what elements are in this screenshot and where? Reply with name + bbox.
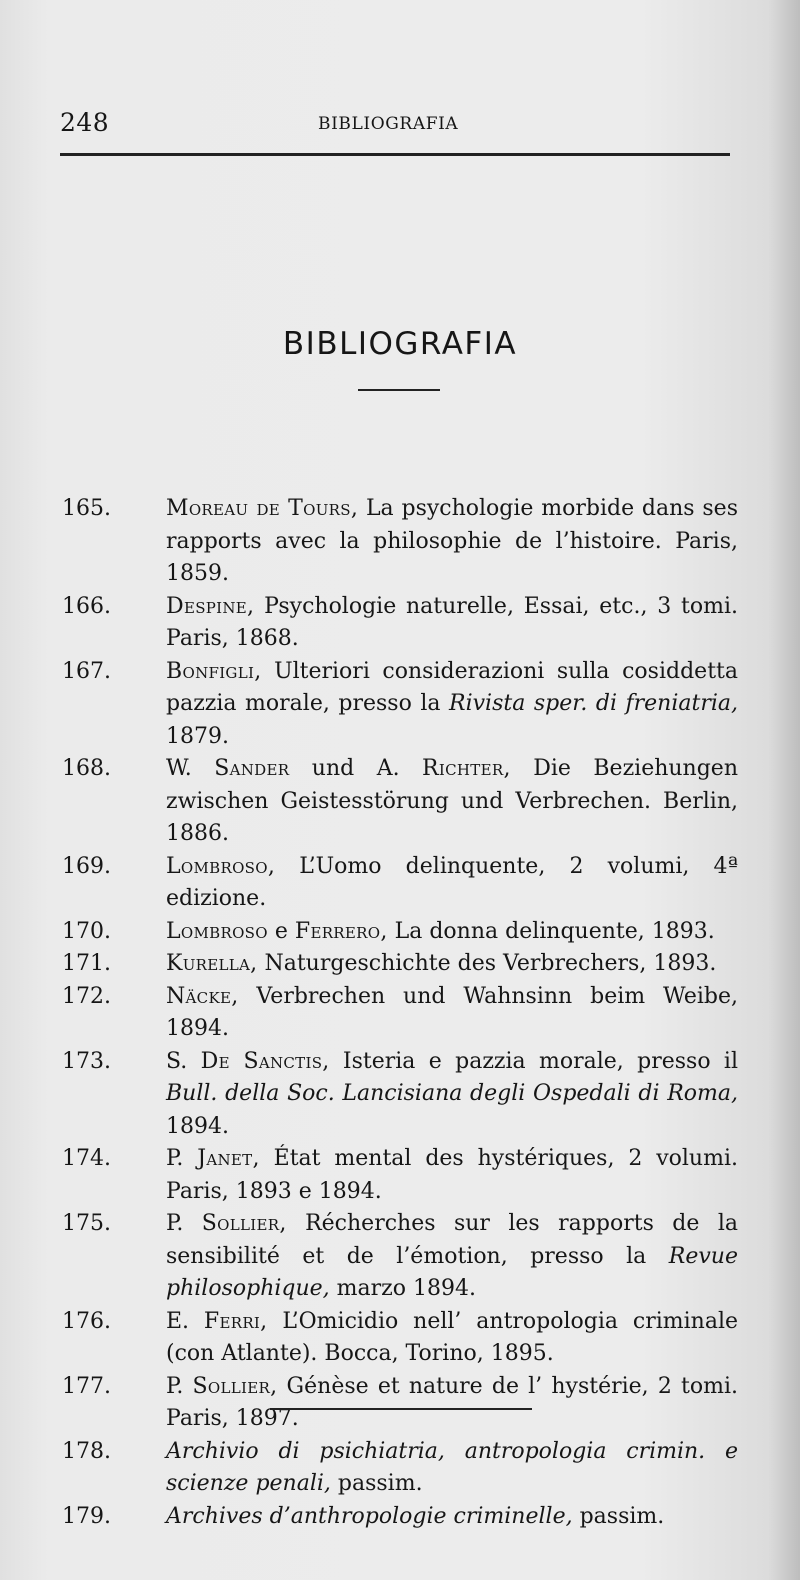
author-name: De Sanctis, [200, 1048, 330, 1074]
entry-number: 179. [62, 1503, 111, 1529]
bibliography-entry [0, 948, 800, 981]
entry-text: L’Uomo delinquente, 2 volumi, 4ª edizione. [166, 853, 738, 911]
entry-number: 173. [62, 1048, 111, 1074]
entry-number: 176. [62, 1308, 111, 1334]
entry-number: 166. [62, 593, 111, 619]
entry-text: Die Beziehungen zwischen Geistesstörung und Verbrechen. Berlin, 1886. [166, 756, 738, 846]
bibliography-entry [0, 753, 800, 851]
entry-number: 165. [62, 496, 111, 521]
entry-text: La psychologie morbide dans ses rapports avec la philosophie de l’histoire. Paris, 1859. [166, 496, 738, 586]
entry-prefix: W. [166, 756, 215, 781]
author-name: Lombroso [166, 918, 268, 944]
chapter-title: BIBLIOGRAFIA [282, 326, 518, 362]
entry-number: 168. [62, 756, 111, 781]
bibliography-entry [0, 916, 800, 949]
entry-tail: passim. [330, 1471, 423, 1496]
bibliography-list [0, 493, 800, 1533]
entry-text: Verbrechen und Wahnsinn beim Weibe, 1894. [166, 983, 738, 1041]
bibliography-entry [0, 1143, 800, 1208]
entry-prefix: P. [166, 1146, 198, 1171]
entry-connector: und A. [289, 756, 423, 781]
bibliography-entry [0, 1371, 800, 1436]
author-name: Ferri, [203, 1308, 268, 1334]
entry-number: 169. [62, 853, 111, 879]
author-name: Sollier, [192, 1373, 278, 1399]
entry-text: La donna delinquente, 1893. [387, 918, 715, 944]
entry-prefix: P. [166, 1211, 202, 1236]
title-rule [358, 389, 440, 391]
entry-prefix: S. [166, 1048, 201, 1074]
entry-tail: passim. [572, 1503, 665, 1529]
entry-number: 167. [62, 658, 111, 684]
entry-text: Psychologie naturelle, Essai, etc., 3 tomi. Paris, 1868. [166, 593, 738, 651]
entry-text: Ulteriori considerazioni sulla cosiddetta pazzia morale, presso la [166, 658, 738, 716]
bibliography-entry [0, 493, 800, 591]
author-name: Moreau de Tours, [166, 496, 359, 521]
author-name: Bonfigli, [166, 658, 262, 684]
author-name: Lombroso, [166, 853, 276, 879]
entry-number: 171. [62, 951, 111, 976]
bibliography-entry [0, 1501, 800, 1534]
author-name: Richter, [422, 756, 511, 781]
bibliography-entry [0, 1436, 800, 1501]
page-number: 248 [60, 108, 110, 137]
entry-number: 175. [62, 1211, 111, 1236]
running-title: BIBLIOGRAFIA [318, 114, 459, 134]
author-name: Janet, [197, 1146, 260, 1171]
author-name: Despine, [166, 593, 255, 619]
entry-prefix: P. [166, 1373, 193, 1399]
italic-title: Archivio di psichiatria, antropologia crimin. e scienze penali, [166, 1438, 738, 1496]
entry-tail: 1879. [166, 723, 229, 749]
entry-text: État mental des hystériques, 2 volumi. Paris, 1893 e 1894. [166, 1146, 738, 1204]
author-name: Kurella, [166, 951, 258, 976]
entry-number: 177. [62, 1373, 111, 1399]
bibliography-entry [0, 1046, 800, 1144]
bibliography-entry [0, 656, 800, 754]
end-rule [270, 1408, 532, 1410]
italic-title: Revue philosophique, [166, 1243, 738, 1301]
entry-number: 174. [62, 1146, 111, 1171]
entry-text: Génèse et nature de l’ hystérie, 2 tomi. Paris, 1897. [166, 1373, 738, 1431]
entry-text: Naturgeschichte des Verbrechers, 1893. [257, 951, 717, 976]
entry-number: 170. [62, 918, 111, 944]
entry-connector: e [267, 918, 295, 944]
author-name: Sollier, [201, 1211, 287, 1236]
author-name: Sander [214, 756, 290, 781]
bibliography-entry [0, 851, 800, 916]
italic-title: Archives d’anthropologie criminelle, [166, 1503, 573, 1529]
running-head [60, 108, 732, 142]
italic-title: Bull. della Soc. Lancisiana degli Ospedali di Roma, [166, 1081, 738, 1106]
entry-number: 172. [62, 983, 111, 1009]
header-rule [60, 153, 730, 156]
author-name: Ferrero, [294, 918, 388, 944]
entry-text: Récherches sur les rapports de la sensibilité et de l’émotion, presso la [166, 1211, 738, 1269]
entry-prefix: E. [166, 1308, 204, 1334]
entry-tail: 1894. [166, 1113, 229, 1139]
author-name: Näcke, [166, 983, 239, 1009]
entry-text: Isteria e pazzia morale, presso il [329, 1048, 738, 1074]
entry-number: 178. [62, 1438, 111, 1464]
entry-tail: marzo 1894. [329, 1276, 476, 1301]
bibliography-entry [0, 981, 800, 1046]
bibliography-entry [0, 1208, 800, 1306]
italic-title: Rivista sper. di freniatria, [449, 691, 739, 716]
bibliography-entry [0, 1306, 800, 1371]
entry-text: L’Omicidio nell’ antropologia criminale (con Atlante). Bocca, Torino, 1895. [166, 1308, 738, 1366]
bibliography-entry [0, 591, 800, 656]
